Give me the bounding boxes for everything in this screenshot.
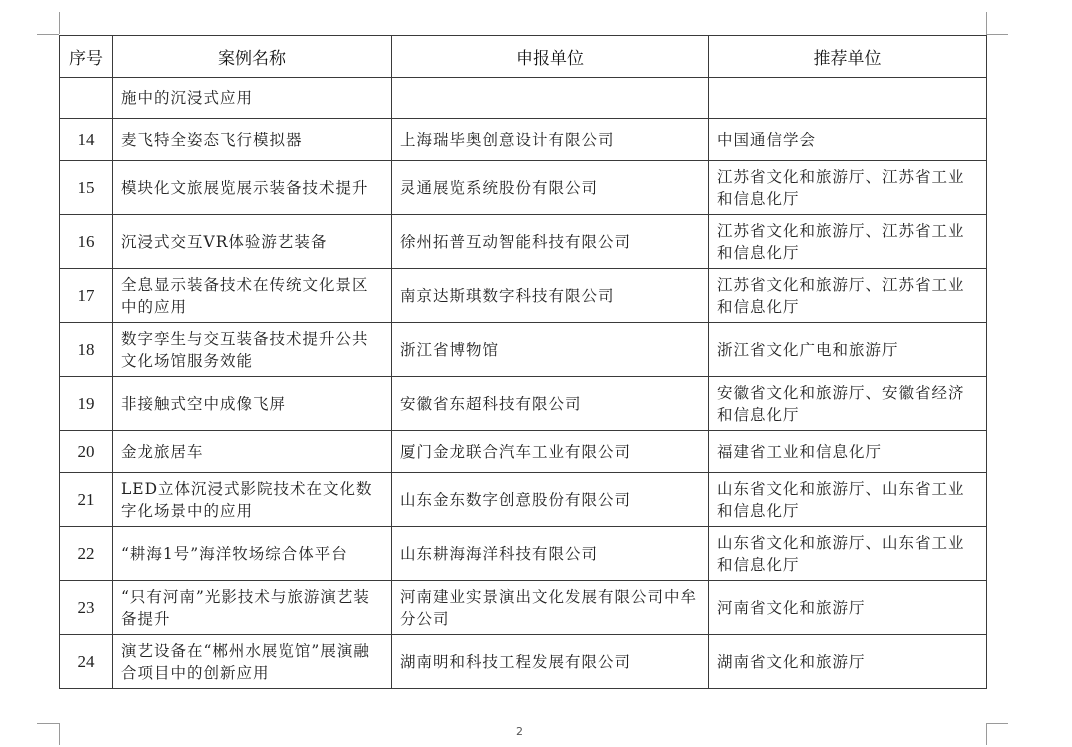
crop-mark-bottom-right-h (986, 723, 1008, 724)
table-row (60, 323, 987, 377)
case-table (59, 35, 987, 689)
cell-recommending-org: 湖南省文化和旅游厅 (709, 635, 987, 689)
cell-num: 14 (60, 119, 113, 161)
header-serial-number: 序号 (60, 36, 113, 78)
cell-applicant-org: 上海瑞毕奥创意设计有限公司 (392, 119, 709, 161)
cell-recommending-org: 浙江省文化广电和旅游厅 (709, 323, 987, 377)
cell-recommending-org: 江苏省文化和旅游厅、江苏省工业和信息化厅 (709, 269, 987, 323)
cell-num (60, 78, 113, 119)
cell-case-name: LED立体沉浸式影院技术在文化数字化场景中的应用 (113, 473, 392, 527)
cell-num: 20 (60, 431, 113, 473)
cell-case-name: “耕海1号”海洋牧场综合体平台 (113, 527, 392, 581)
page-number: 2 (516, 725, 523, 738)
table-row-continuation (60, 78, 987, 119)
cell-case-name: “只有河南”光影技术与旅游演艺装备提升 (113, 581, 392, 635)
cell-applicant-org: 浙江省博物馆 (392, 323, 709, 377)
crop-mark-bottom-left-h (37, 723, 59, 724)
cell-num: 21 (60, 473, 113, 527)
cell-applicant-org (392, 78, 709, 119)
cell-num: 24 (60, 635, 113, 689)
crop-mark-top-left (59, 12, 60, 34)
cell-num: 15 (60, 161, 113, 215)
cell-recommending-org: 江苏省文化和旅游厅、江苏省工业和信息化厅 (709, 215, 987, 269)
cell-applicant-org: 南京达斯琪数字科技有限公司 (392, 269, 709, 323)
cell-applicant-org: 灵通展览系统股份有限公司 (392, 161, 709, 215)
cell-case-name: 全息显示装备技术在传统文化景区中的应用 (113, 269, 392, 323)
table-row (60, 269, 987, 323)
cell-applicant-org: 徐州拓普互动智能科技有限公司 (392, 215, 709, 269)
cell-recommending-org: 江苏省文化和旅游厅、江苏省工业和信息化厅 (709, 161, 987, 215)
cell-case-name: 麦飞特全姿态飞行模拟器 (113, 119, 392, 161)
crop-mark-top-left-h (37, 34, 59, 35)
cell-num: 22 (60, 527, 113, 581)
header-applicant-org: 申报单位 (392, 36, 709, 78)
cell-case-name: 数字孪生与交互装备技术提升公共文化场馆服务效能 (113, 323, 392, 377)
header-case-name: 案例名称 (113, 36, 392, 78)
cell-num: 23 (60, 581, 113, 635)
table-row (60, 119, 987, 161)
table-row (60, 527, 987, 581)
table-row (60, 377, 987, 431)
cell-applicant-org: 安徽省东超科技有限公司 (392, 377, 709, 431)
cell-applicant-org: 河南建业实景演出文化发展有限公司中牟分公司 (392, 581, 709, 635)
crop-mark-bottom-right (986, 723, 987, 745)
table-row (60, 215, 987, 269)
header-recommending-org: 推荐单位 (709, 36, 987, 78)
crop-mark-top-right (986, 12, 987, 34)
cell-num: 19 (60, 377, 113, 431)
cell-case-name: 模块化文旅展览展示装备技术提升 (113, 161, 392, 215)
cell-recommending-org: 福建省工业和信息化厅 (709, 431, 987, 473)
table-row (60, 473, 987, 527)
cell-recommending-org: 河南省文化和旅游厅 (709, 581, 987, 635)
cell-recommending-org (709, 78, 987, 119)
cell-applicant-org: 山东金东数字创意股份有限公司 (392, 473, 709, 527)
cell-recommending-org: 山东省文化和旅游厅、山东省工业和信息化厅 (709, 527, 987, 581)
cell-applicant-org: 湖南明和科技工程发展有限公司 (392, 635, 709, 689)
table-row (60, 635, 987, 689)
cell-case-name: 非接触式空中成像飞屏 (113, 377, 392, 431)
cell-applicant-org: 山东耕海海洋科技有限公司 (392, 527, 709, 581)
cell-recommending-org: 中国通信学会 (709, 119, 987, 161)
cell-num: 18 (60, 323, 113, 377)
table-row (60, 161, 987, 215)
table-row (60, 431, 987, 473)
cell-case-name: 施中的沉浸式应用 (113, 78, 392, 119)
cell-case-name: 金龙旅居车 (113, 431, 392, 473)
cell-applicant-org: 厦门金龙联合汽车工业有限公司 (392, 431, 709, 473)
table-header-row (60, 36, 987, 78)
table-row (60, 581, 987, 635)
cell-case-name: 沉浸式交互VR体验游艺装备 (113, 215, 392, 269)
cell-num: 17 (60, 269, 113, 323)
cell-recommending-org: 安徽省文化和旅游厅、安徽省经济和信息化厅 (709, 377, 987, 431)
cell-case-name: 演艺设备在“郴州水展览馆”展演融合项目中的创新应用 (113, 635, 392, 689)
crop-mark-bottom-left (59, 723, 60, 745)
cell-num: 16 (60, 215, 113, 269)
cell-recommending-org: 山东省文化和旅游厅、山东省工业和信息化厅 (709, 473, 987, 527)
crop-mark-top-right-h (986, 34, 1008, 35)
